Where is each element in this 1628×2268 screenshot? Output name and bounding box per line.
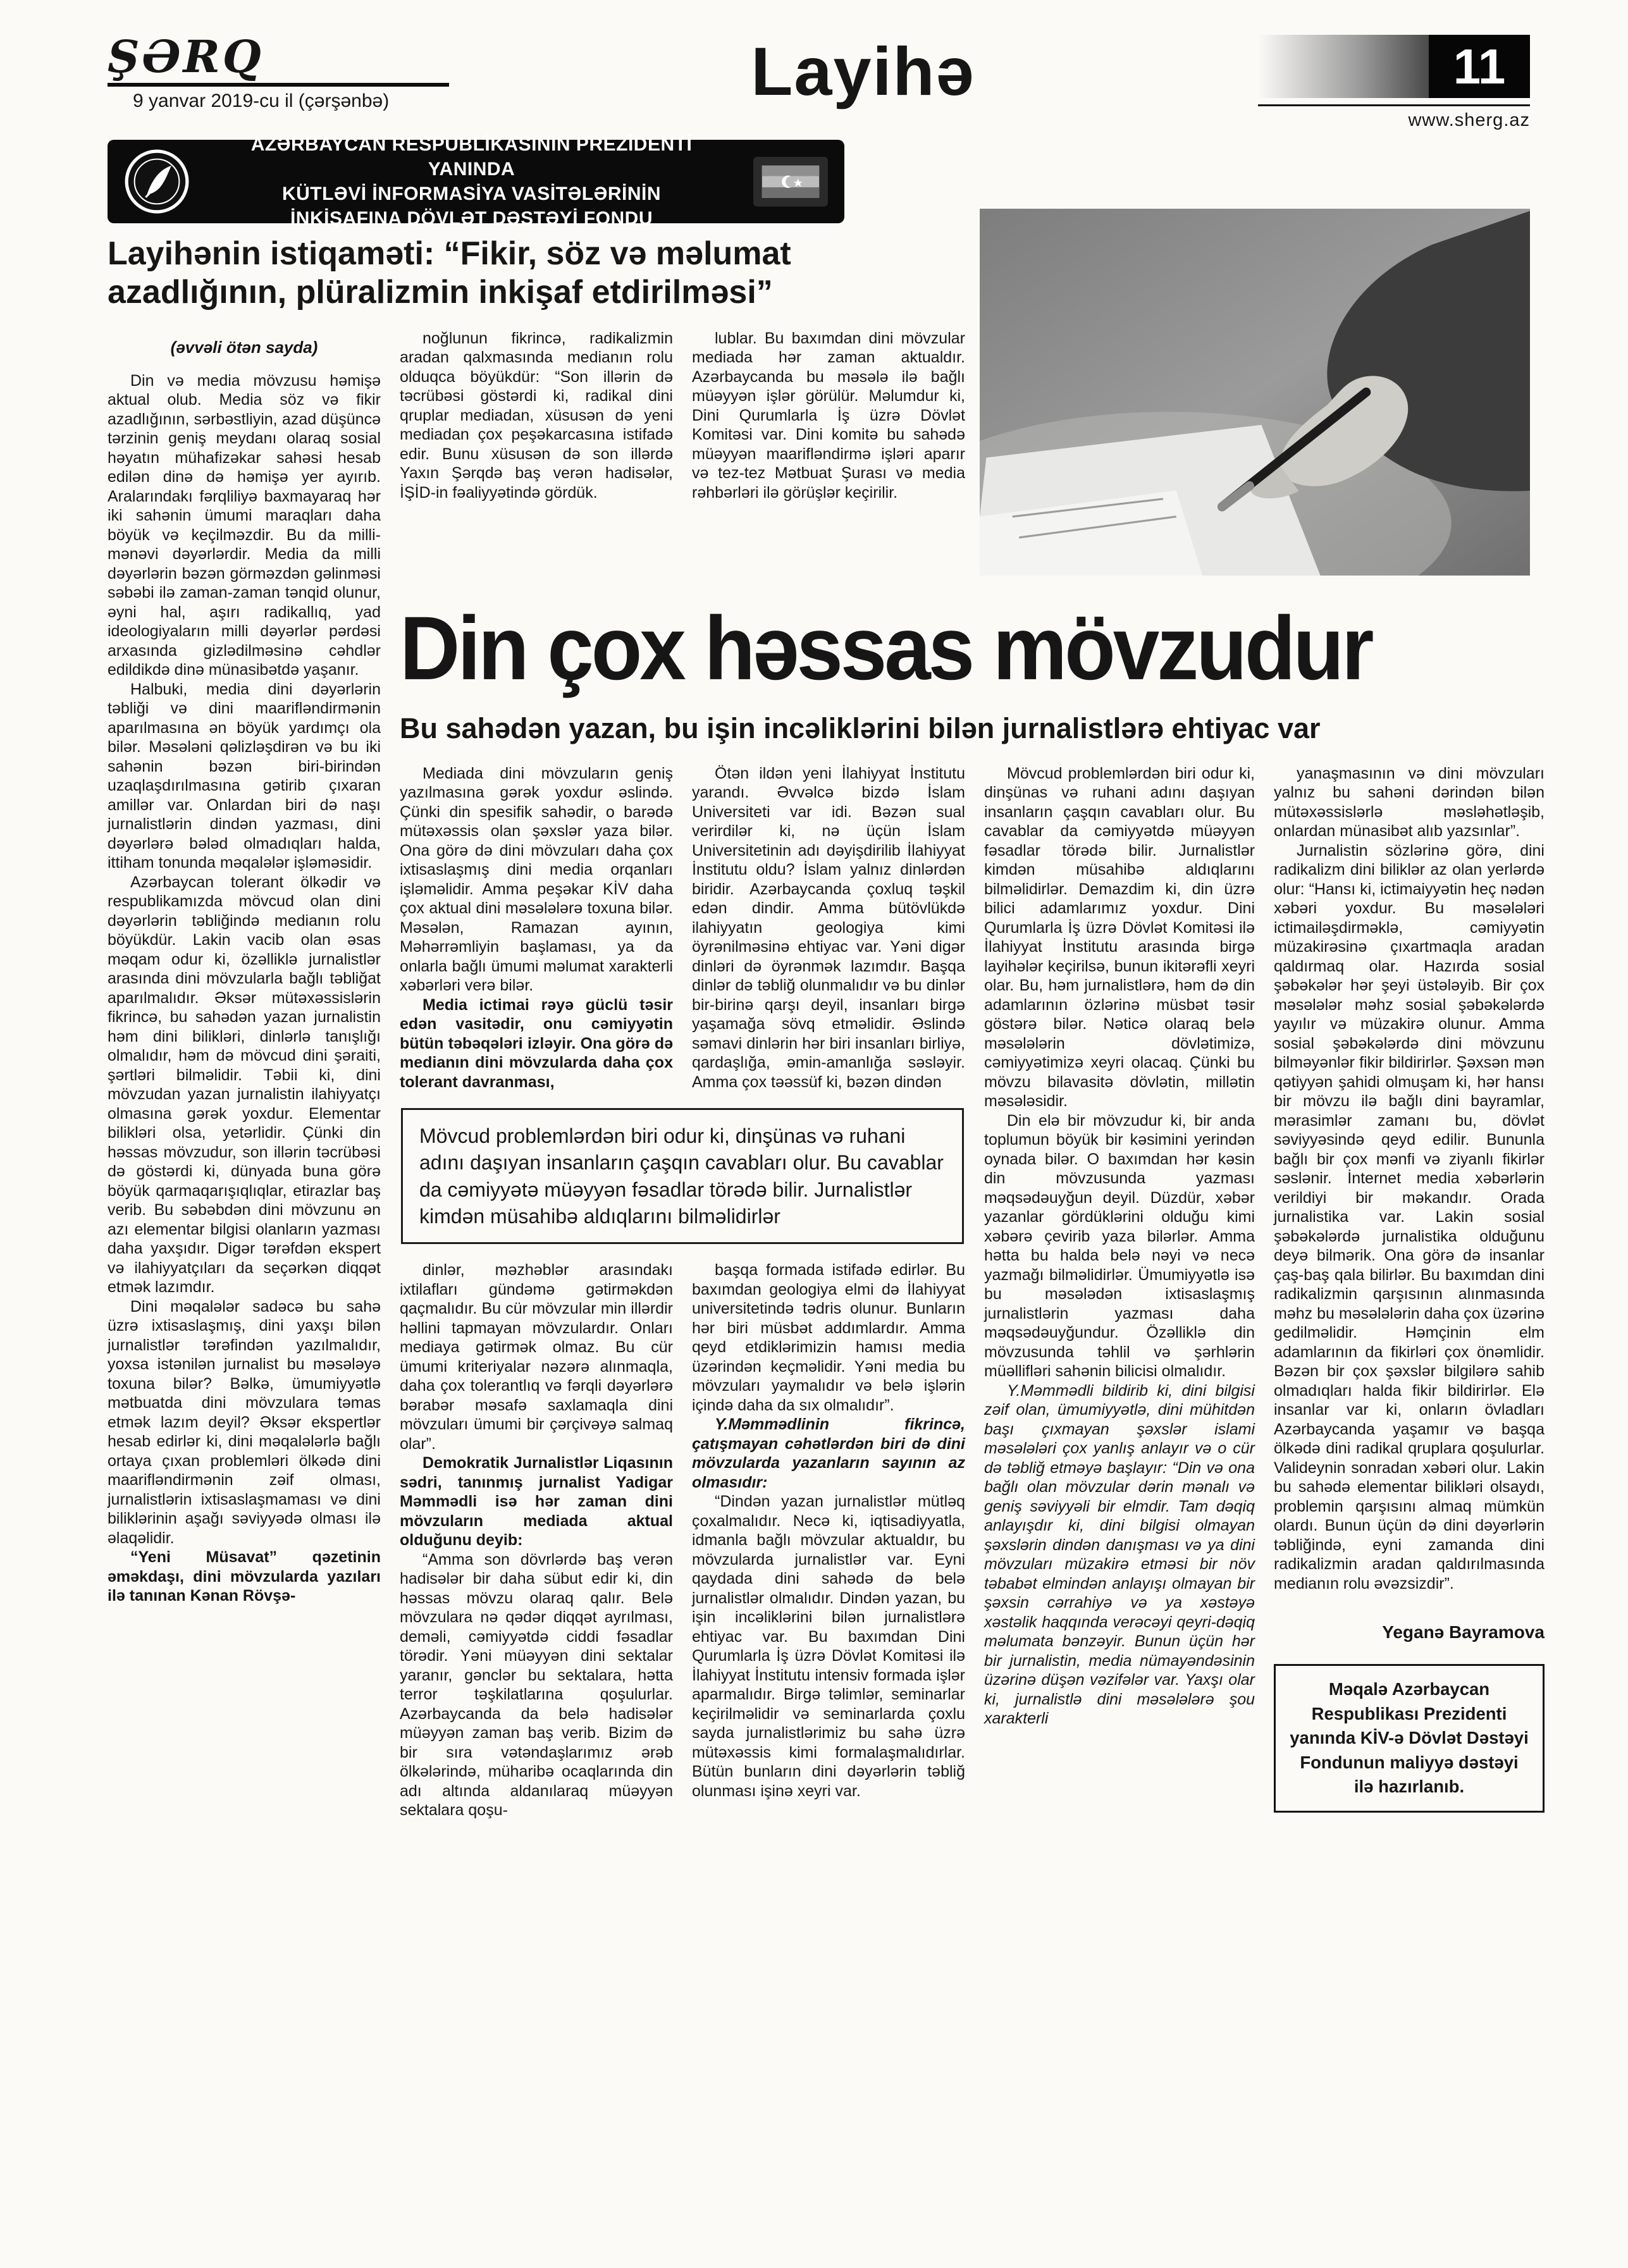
mid-column-2-top (692, 764, 965, 1092)
continuation-note: (əvvəli ötən sayda) (170, 337, 318, 357)
paragraph: “Amma son dövrlərdə baş verən hadisələr bir daha sübut edir ki, din həssas mövzu olaraq qalır. Belə mövzulara nə qədər diqqət ayrılması, deməli, cəmiyyətdə ciddi fəsadlar törədir. Yəni müəyyən dini sektalar yaranır, gənclər bu sektalara, hətta terror təşkilatlarına qoşulurlar. Azərbaycanda da belə hadisələr müəyyən zaman baş verib. Bizim də bir sıra vətəndaşlarımız ərəb ölkələrində, müharibə ocaqlarında din adı altında aldanılaraq müəyyən sektalara qoşu- (400, 1550, 673, 1820)
article-title: Din çox həssas mövzudur (400, 598, 1372, 698)
paragraph: Ötən ildən yeni İlahiyyat İnstitutu yarandı. Əvvəlcə bizdə İslam Universiteti var idi. Bəzən sual verirdilər ki, nə üçün İslam Universitetinin adı dəyişdirilib İlahiyyat İnstitutu oldu? İslam yalnız dinlərdən biridir. Azərbaycanda çoxluq təşkil edən dindir. Amma bütövlükdə ilahiyyatın geologiya kimi öyrənilməsinə ehtiyac var. Yəni digər dinləri də öyrənmək lazımdır. Başqa dinlər də təbliğ olunmalıdır və bu dinlər bir-birinə qarşı deyil, insanları birgə yaşamağa sövq etməlidir. Əslində səmavi dinlərin hər biri insanları birliyə, qardaşlığa, əmin-amanlığa səsləyir. Amma çox təəssüf ki, bəzən dindən (692, 764, 965, 1091)
top-column-a (400, 329, 673, 582)
newspaper-logo: ŞƏRQ (108, 30, 264, 83)
paragraph: Azərbaycan tolerant ölkədir və respublikamızda mövcud olan dini dəyərlərin təbliğində medianın rolu böyükdür. Lakin vacib olan əsas məqam odur ki, özəlliklə jurnalistlər arasında dini mövzularla bağlı təbliğat aparılmalıdır. Əksər mütəxəssislərin fikrincə, bu sahədən yazan jurnalistin həm dini bilikləri, dinlərlə tanışlığı olmalıdır, həm də mövcud dini şəraiti, şərtləri bilməlidir. Təbii ki, dini mövzudan yazan jurnalistin ilahiyyatçı olmasına gərək yoxdur. Elementar bilikləri olsa, yetərlidir. Çünki din həssas mövzudur, son illərin təcrübəsi də göstərdi ki, dünyada buna görə böyük qarmaqarışıqlıqlar, etirazlar baş verib. Bu səbəbdən dini mövzunu ən azı elementar bilgisi olanların yazması daha yaxşıdır. Digər tərəfdən ekspert və ilahiyyatçıları da seçərkən diqqət etmək lazımdır. (108, 873, 381, 1297)
paragraph: başqa formada istifadə edirlər. Bu baxımdan geologiya elmi də İlahiyyat universitetində tədris olunur. Bunların hər biri müsbət addımlardır. Amma qeyd etdiklərimizin hamısı media üzərindən keçməlidir. Yəni media bu mövzuları yaymalıdır və belə işlərin içində daha da sıx olmalıdır”. (692, 1261, 965, 1414)
logo-rule (108, 83, 449, 87)
left-column (108, 329, 381, 1820)
paragraph: Y.Məmmədlinin fikrincə, çatışmayan cəhətlərdən biri də dini mövzularda yazanların sayının az olmasıdır: (692, 1415, 965, 1491)
masthead (108, 30, 468, 112)
top-columns (400, 329, 965, 582)
page-header (108, 30, 1530, 131)
paragraph: Jurnalistin sözlərinə görə, dini radikalizm dini biliklər az olan yerlərdə olur: “Hansı ki, ictimaiyyətin heç nədən xəbəri yoxdur. Bu məsələləri ictimailəşdirməklə, cəmiyyətin müzakirəsinə çıxartmaqla aradan qaldırmaq olar. Hazırda sosial şəbəkələr hər şeyi üstələyib. Bir çox məsələlər məhz sosial şəbəkələrdə yayılır və müzakirə olunur. Amma sosial şəbəkələrdə dini mövzunu bilməyənlər fikir bildirirlər. Şəxsən mən qətiyyən şahidi olmuşam ki, hər hansı bir mövzu ilə bağlı dini bayramlar, mərasimlər zamanı bu, dövlət səviyyəsində qeyd edilir. Bununla bağlı bir çox mənfi və ziyanlı fikirlər səslənir. İnternet media xəbərlərin verildiyi bir məkandır. Orada jurnalistika var. Lakin sosial şəbəkələrdə jurnalistika olduğunu deyə bilmərik. Ona görə də insanlar çaş-baş qala bilirlər. Bu baxımdan dini radikalizmin qarşısının alınmasında məhz bu məsələlərin daha çox üzərinə gedilməlidir. Həmçinin elm adamlarının da fikirləri çox önəmlidir. Bəzən bir çox şəxslər bilgilərə sahib olmadıqları halda fikir bildirirlər. Elə insanlar var ki, onların övladları Azərbaycanda yaşamır və başqa ölkədə dini radikal qruplara qoşulurlar. Valideynin sonradan xəbəri olur. Lakin bu sahədə elementar bilikləri olsaydı, problemin qarşısını almaq mümkün olardı. Bunun üçün də dini dəyərlərin təbliğində, eyni zamanda dini radikalizmin aradan qaldırılmasında medianın rolu əvəzsizdir”. (1274, 841, 1545, 1593)
page-number: 11 (1429, 35, 1530, 98)
middle-left-bottom (400, 1260, 965, 1820)
paragraph: Din və media mövzusu həmişə aktual olub. Media söz və fikir azadlığının, sərbəstliyin, azad düşüncə tərzinin geniş meydanı olaraq sosial həyatın mühafizəkar sahəsi hesab edilən dinə də həmişə yer ayırıb. Aralarındakı fərqliliyə baxmayaraq hər iki sahənin ümumi maraqları daha böyük və keçilməzdir. Bu da milli-mənəvi dəyərlərdir. Media da milli dəyərlərin bəzən görməzdən gəlinməsi səbəbi ilə zaman-zaman tənqid olunur, əyni hal, aşırı radikallıq, yad ideologiyaların milli dəyərlər pərdəsi arxasında gizlədilməsinə cəhdlər edildikdə dinə münasibətdə yaşanır. (108, 371, 381, 679)
fund-banner-line: İNKİŞAFINA DÖVLƏT DƏSTƏYİ FONDU (290, 208, 653, 229)
article-subtitle: Bu sahədən yazan, bu işin incəliklərini bilən jurnalistlərə ehtiyac var (400, 712, 1321, 744)
middle-left-top (400, 764, 965, 1092)
paragraph: Y.Məmmədli bildirib ki, dini bilgisi zəif olan, ümumiyyətlə, dini mühitdən başı çıxmayan şəxslər islami məsələləri çox yanlış anlayır və o cür də təbliğ etməyə başlayır: “Din və ona bağlı olan mövzular dərin mənalı və geniş səviyyəli bir elmdir. Tam dəqiq anlayışdır ki, dini bilgisi olmayan şəxslərin dindən danışması və ya dini mövzuları müzakirə etməsi bir növ təbabət elmindən anlayışı olmayan bir şəxsin cərrahiyə və ya xəstəyə xəstəlik haqqında verəcəyi qeyri-dəqiq məlumata bənzəyir. Bunun üçün hər bir jurnalistin, media nümayəndəsinin üzərinə düşən vəzifələr var. Yaxşı olar ki, jurnalistlə dini məsələlərə şou xarakterli (984, 1381, 1255, 1728)
emblem-icon (124, 149, 190, 214)
mid-column-3 (984, 764, 1255, 1820)
section-title: Layihə (751, 33, 975, 109)
paragraph: yanaşmasının və dini mövzuları yalnız bu sahəni dərindən bilən mütəxəssislərlə məsləhətləşib, onlardan münasibət alıb yazsınlar”. (1274, 764, 1545, 841)
flag-icon (753, 157, 828, 206)
paragraph: Dini məqalələr sadəcə bu sahə üzrə ixtisaslaşmış, dini yaxşı bilən jurnalistlər tərəfindən yazılmalıdır, yoxsa istənilən jurnalist bu məsələyə toxuna bilər? Bəlkə, ümumiyyətlə mətbuatda dini mövzulara təmas etmək lazım deyil? Əksər ekspertlər hesab edirlər ki, dini məqalələrlə bağlı ortaya çıxan problemləri ölkədə dini maarifləndirmənin zəif olması, jurnalistlərin ixtisaslaşmaması və dini biliklərinin aşağı səviyyədə olması ilə əlaqəlidir. (108, 1297, 381, 1547)
website-url: www.sherg.az (1258, 104, 1530, 131)
paragraph: “Yeni Müsavat” qəzetinin əməkdaşı, dini mövzularda yazıları ilə tanınan Kənan Rövşə- (108, 1548, 381, 1605)
pull-quote: Mövcud problemlərdən biri odur ki, dinşünas və ruhani adını daşıyan insanların çaşqın cavabları olur. Bu cavablar da cəmiyyətə müəyyən fəsadlar törədə bilir. Jurnalistlər kimdən müsahibə aldıqlarını bilməlidirlər (401, 1108, 964, 1244)
mid-column-4-text (1274, 764, 1545, 1594)
middle-columns (400, 764, 1545, 1820)
mid-column-1-bottom (400, 1260, 673, 1820)
fund-banner-line: AZƏRBAYCAN RESPUBLİKASININ PREZİDENTİ YANINDA (250, 134, 693, 180)
paragraph: Mediada dini mövzuların geniş yazılmasına gərək yoxdur əslində. Çünki din spesifik sahədir, o barədə mütəxəssis olan şəxslər yaza bilər. Ona görə də dini mövzuları daha çox ixtisaslaşmış dini media orqanları işləməlidir. Amma peşəkar KİV daha çox aktual dini məsələlərə toxuna bilər. Məsələn, Ramazan ayının, Məhərrəmliyin başlaması, ya da onlarla bağlı ümumi məlumat xarakterli xəbərləri verə bilər. (400, 764, 673, 995)
fund-banner-line: KÜTLƏVİ İNFORMASİYA VASİTƏLƏRİNİN (281, 183, 662, 204)
paragraph: Halbuki, media dini dəyərlərin təbliği və dini maarifləndirmənin aparılmasına ən böyük yardımçı ola bilər. Məsələni qəlizləşdirən və bu iki sahənin bəzən biri-birindən uzaqlaşdırılmasına gətirib çıxaran amillər var. Onlardan biri də naşı jurnalistlərin dindən yazması, dini dəyərlərə bələd olmadıqları halda, ittiham tonunda məqalələr işləməsidir. (108, 680, 381, 872)
mid-column-4 (1274, 764, 1545, 1820)
fund-banner-text (206, 132, 737, 231)
top-column-b (692, 329, 965, 582)
author-byline: Yeganə Bayramova (1382, 1622, 1545, 1642)
paragraph: noğlunun fikrincə, radikalizmin aradan qalxmasında medianın rolu olduqca böyükdür: “Son illərin də təcrübəsi göstərdi ki, radikal dini qruplar mediadan, xüsusən də yeni mediadan çox peşəkarcasına istifadə edir. Bunu xüsusən də son illərdə Yaxın Şərqdə baş verən hadisələr, İŞİD-in fəaliyyətində gördük. (400, 329, 673, 502)
mid-column-2-bottom (692, 1260, 965, 1820)
left-column-text (108, 371, 381, 1606)
project-headline: Layihənin istiqaməti: “Fikir, söz və məlumat azadlığının, plüralizmin inkişaf etdirilməsi” (108, 235, 791, 311)
writing-hand-photo (980, 209, 1530, 576)
fund-banner (108, 134, 844, 229)
page-number-block (1258, 35, 1530, 131)
paragraph: dinlər, məzhəblər arasındakı ixtilafları gündəmə gətirməkdən qaçmalıdır. Bu cür mövzular min illərdir həllini tapmayan mövzulardır. Onları mediaya gətirmək olmaz. Bu cür ümumi kriteriyalar nəzərə alınmaqla, daha çox tolerantlıq və fərqli dəyərlərə bərabər məsafə saxlamaqla dini mövzuları ümumi bir çərçivəyə salmaq olar”. (400, 1261, 673, 1453)
page-number-row (1258, 35, 1530, 98)
paragraph: Media ictimai rəyə güclü təsir edən vasitədir, onu cəmiyyətin bütün təbəqələri izləyir. Ona görə də medianın dini mövzularda daha çox tolerant davranması, (400, 995, 673, 1091)
paragraph: Din elə bir mövzudur ki, bir anda toplumun böyük bir kəsimini yerindən oynada bilər. O baxımdan hər kəsin din mövzusunda yazması məqsədəuyğun deyil. Düzdür, xəbər yazanlar gördüklərini olduğu kimi xəbərə çevirib yaza bilərlər. Amma hətta bu halda belə nəyi və necə yazmağı bilməlidirlər. Ümumiyyətlə isə bu məsələdən ixtisaslaşmış jurnalistlərin yazması daha məqsədəuyğundur. Özəlliklə din mövzusunda təhlil və şərhlərin müəllifləri sahənin bilicisi olmalıdır. (984, 1111, 1255, 1381)
page-number-gradient (1258, 35, 1429, 98)
paragraph: Mövcud problemlərdən biri odur ki, dinşünas və ruhani adını daşıyan insanların çaşqın cavabları olur. Bu cavablar da cəmiyyətdə müəyyən fəsadlar törədə bilir. Jurnalistlər kimdən müsahibə aldıqlarını bilməlidirlər. Demazdim ki, din üzrə bilici adamlarımız yoxdur. Dini Qurumlarla İş üzrə Dövlət Komitəsi ilə İlahiyyat İnstitutu arasında birgə layihələr keçirilsə, bunun ikitərəfli xeyri olar. Bu, həm jurnalistlərə, həm də din adamlarının özlərinə müsbət təsir göstərə bilər. Nəticə olaraq belə məsələlərin dövlətimizə, cəmiyyətimizə xeyri olacaq. Çünki bu mövzu bilavasitə dövlətin, millətin məsələsidir. (984, 764, 1255, 1111)
mid-column-1-top (400, 764, 673, 1092)
paragraph: lublar. Bu baxımdan dini mövzular mediada hər zaman aktualdır. Azərbaycanda bu məsələ ilə bağlı müəyyən işlər görülür. Məlumdur ki, Dini Qurumlarla İş üzrə Dövlət Komitəsi var. Dini komitə bu sahədə müəyyən maarifləndirmə işləri aparır və tez-tez Mətbuat Şurası və media rəhbərləri ilə görüşlər keçirilir. (692, 329, 965, 502)
paragraph: Demokratik Jurnalistlər Liqasının sədri, tanınmış jurnalist Yadigar Məmmədli isə hər zaman dini mövzuların mediada aktual olduğunu deyib: (400, 1454, 673, 1550)
issue-date: 9 yanvar 2019-cu il (çərşənbə) (133, 90, 390, 111)
credit-box: Məqalə Azərbaycan Respublikası Prezidenti yanında KİV-ə Dövlət Dəstəyi Fondunun maliyyə dəstəyi ilə hazırlanıb. (1274, 1664, 1545, 1813)
middle-left-block (400, 764, 965, 1820)
article-photo (980, 209, 1530, 576)
paragraph: “Dindən yazan jurnalistlər mütləq çoxalmalıdır. Necə ki, iqtisadiyyatla, idmanla bağlı mövzular aktualdır, bu mövzularda jurnalistlər var. Eyni qaydada dini sahədə də belə jurnalistlər olmalıdır. Dindən yazan, bu işin incəliklərini bilən jurnalistlərə ehtiyac var. Bu baxımdan Dini Qurumlarla İş üzrə Dövlət Komitəsi ilə İlahiyyat İnstitutu intensiv formada işlər aparmalıdır. Birgə təlimlər, seminarlar keçirilməlidir və seminarlarda çoxlu sayda jurnalistlərimiz bu sahə üzrə mütəxəssis kimi formalaşmalıdırlar. Bütün bunların dini dəyərlərin təbliğ olunması işinə xeyri var. (692, 1493, 965, 1800)
